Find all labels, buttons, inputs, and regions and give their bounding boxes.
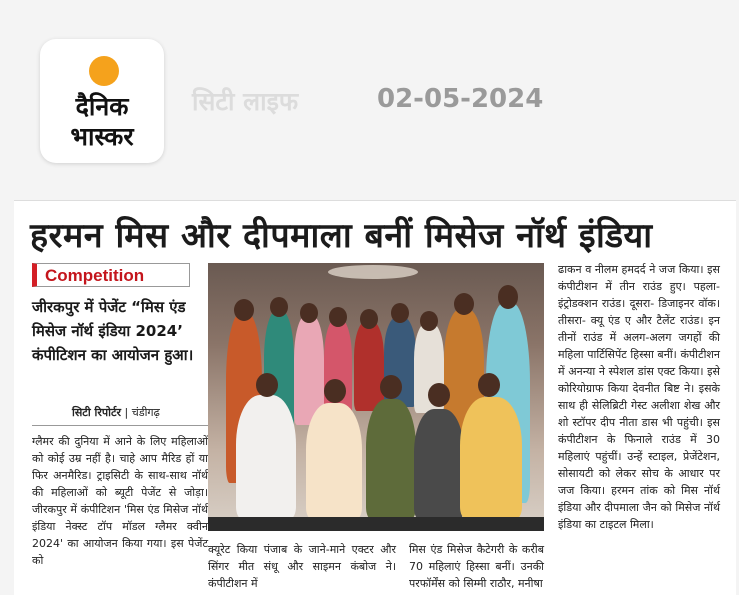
- section-name: सिटी लाइफ: [192, 87, 299, 116]
- person-figure: [366, 399, 416, 519]
- person-head: [380, 375, 402, 399]
- person-head: [428, 383, 450, 407]
- dainik-bhaskar-logo[interactable]: [40, 39, 164, 163]
- person-figure: [236, 395, 296, 519]
- person-head: [391, 303, 409, 323]
- category-tag-label: Competition: [45, 266, 145, 285]
- person-head: [270, 297, 288, 317]
- chandelier: [328, 265, 418, 279]
- person-head: [478, 373, 500, 397]
- sun-icon: [89, 56, 119, 86]
- byline: सिटी रिपोर्टर | चंडीगढ़: [72, 406, 160, 419]
- article-column-2: क्यूरेट किया पंजाब के जाने-माने एक्टर और सिंगर मीत संधू और साइमन कंबोज ने। कंपीटीशन में: [208, 543, 396, 590]
- article-column-3: मिस एंड मिसेज कैटेगरी के करीब 70 महिलाएं हिस्सा बनीं। उनकी परफॉर्मेंस को सिम्मी राठौर, मनीषा: [409, 543, 544, 590]
- person-head: [420, 311, 438, 331]
- person-head: [329, 307, 347, 327]
- person-figure: [414, 409, 464, 519]
- article-column-1: ग्लैमर की दुनिया में आने के लिए महिलाओं को कोई उम्र नहीं है। चाहे आप मैरिड हों या फिर अनमैरिड। ट्राइसिटी के साथ-साथ नॉर्थ की महिलाओं को ब्यूटी पेजेंट से जोड़ा। जीरकपुर में कंपीटिशन 'मिस एंड मिसेज नॉर्थ इंडिया नेक्स्ट टॉप मॉडल ग्लैमर क्वीन 2024' का आयोजन किया गया। इस पेजेंट को: [32, 435, 208, 567]
- photo-floor: [208, 517, 544, 531]
- divider: [32, 425, 208, 426]
- person-figure: [460, 397, 522, 519]
- person-head: [360, 309, 378, 329]
- headline: हरमन मिस और दीपमाला बनीं मिसेज नॉर्थ इंडिया: [30, 216, 653, 256]
- logo-text-line1: दैनिक: [75, 92, 129, 121]
- byline-place: चंडीगढ़: [131, 406, 160, 419]
- person-head: [234, 299, 254, 321]
- person-figure: [354, 321, 384, 411]
- person-head: [256, 373, 278, 397]
- person-figure: [306, 403, 362, 519]
- newspaper-clipping: [14, 200, 736, 595]
- article-column-4: ढाकन व नीलम हमदर्द ने जज किया। इस कंपीटीशन में तीन राउंड हुए। पहला- इंट्रोडक्शन राउंड। दूसरा- डिजाइनर वॉक। तीसरा- क्यू एंड ए और टैलेंट राउंड। इन तीनों राउंड में अलग-अलग जगहों की महिला पार्टिसिपेंट हिस्सा बनीं। कंपीटीशन में अनन्या ने स्पेशल डांस एक्ट किया। इसे कोरियोग्राफ किया देवनीत बिष्ट ने। इसके साथ ही सेलिब्रिटी गेस्ट अलीशा शेख और शो स्टॉपर दीप नीता डास भी पहुंची। इस कंपीटीशन के फिनाले राउंड में 30 महिलाएं पहुंचीं। उन्हें स्टाइल, प्रेजेंटेशन, सोसायटी को लेकर सोच के आधार पर जज किया। हरमन तांक को मिस नॉर्थ इंडिया और दीपमाला जैन को मिसेज नॉर्थ इंडिया का टाइटल मिला।: [558, 263, 720, 531]
- person-head: [324, 379, 346, 403]
- logo-text-line2: भास्कर: [70, 122, 134, 151]
- event-photo: [208, 263, 544, 531]
- person-head: [300, 303, 318, 323]
- deck: जीरकपुर में पेजेंट “मिस एंड मिसेज नॉर्थ इंडिया 2024’ कंपीटिशन का आयोजन हुआ।: [32, 298, 194, 364]
- person-head: [498, 285, 518, 309]
- header: [0, 0, 739, 200]
- category-tag: [32, 263, 190, 287]
- byline-name: सिटी रिपोर्टर: [72, 406, 121, 419]
- publication-date: 02-05-2024: [377, 84, 544, 114]
- person-head: [454, 293, 474, 315]
